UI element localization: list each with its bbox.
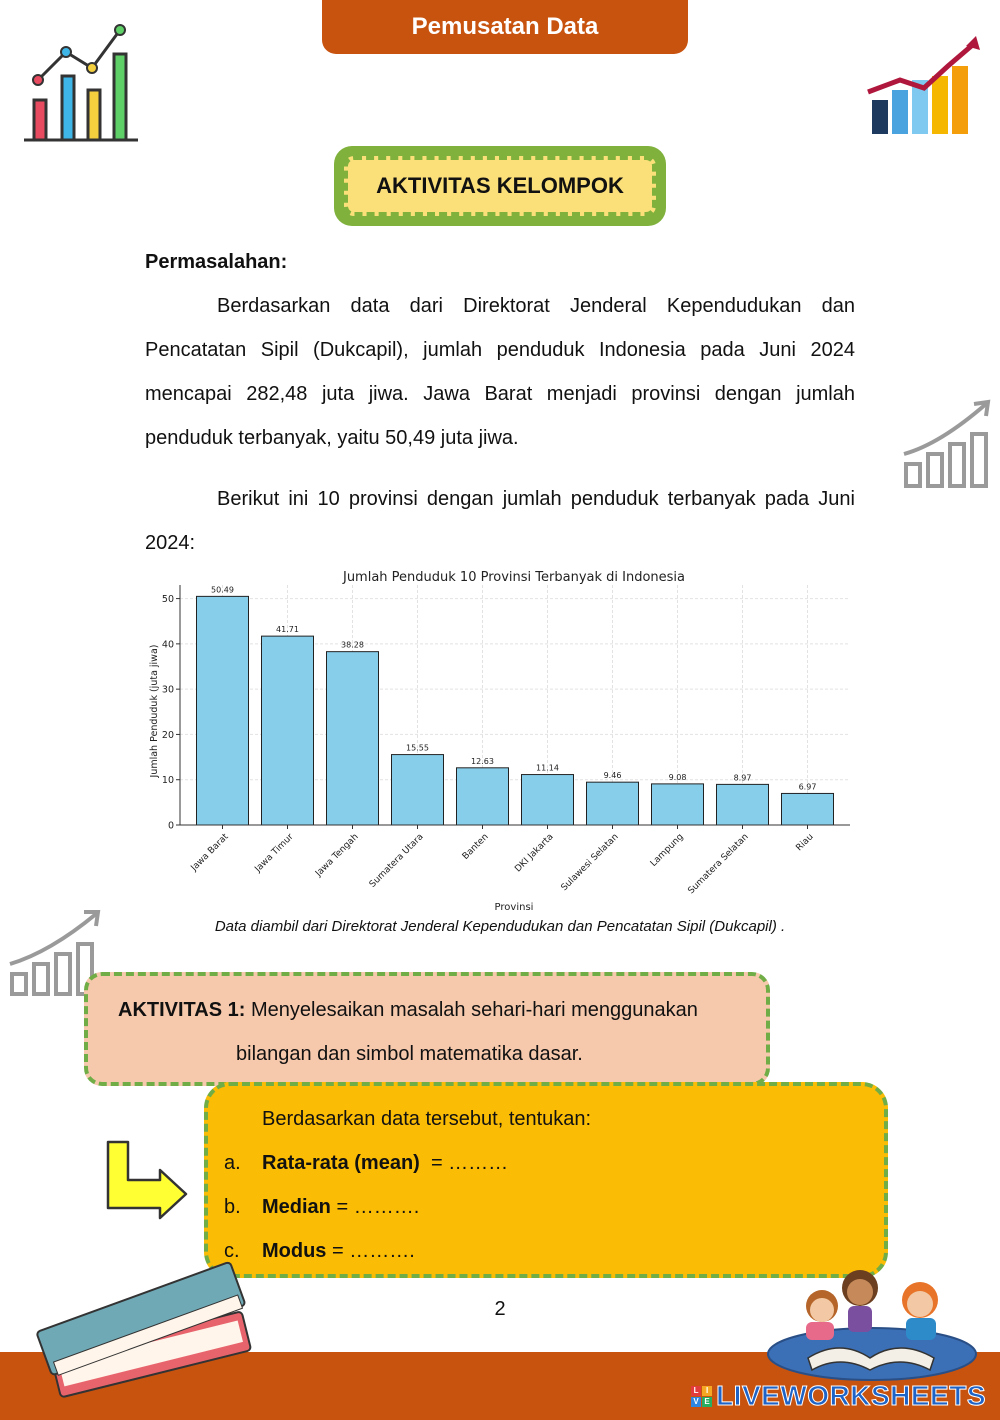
logo-letter: V xyxy=(691,1397,701,1407)
chart-x-tick-label: Banten xyxy=(460,832,491,862)
books-illustration xyxy=(24,1240,264,1400)
chart-value-label: 6.97 xyxy=(798,782,817,792)
activity-1-box xyxy=(84,972,770,1086)
task-item-term: Rata-rata (mean) xyxy=(262,1152,420,1174)
chart-y-tick-label: 50 xyxy=(161,594,174,606)
growth-chart-icon xyxy=(20,24,142,146)
chart-bar xyxy=(457,768,509,825)
activity-1-line-1 xyxy=(118,988,698,1032)
chart-value-label: 8.97 xyxy=(733,773,752,783)
chart-value-label: 38.28 xyxy=(341,640,364,650)
task-item-marker: a. xyxy=(224,1152,241,1174)
chart-x-tick-label: Jawa Barat xyxy=(189,832,231,874)
chart-bar xyxy=(782,793,834,825)
liveworksheets-brand xyxy=(691,1380,986,1412)
chart-source-caption: Data diambil dari Direktorat Jenderal Kependudukan dan Pencatatan Sipil (Dukcapil) . xyxy=(214,918,786,935)
chart-value-label: 12.63 xyxy=(471,756,494,766)
chart-y-tick-label: 40 xyxy=(161,639,174,651)
chart-x-tick-label: Jawa Timur xyxy=(253,832,296,875)
chart-bar xyxy=(652,784,704,825)
chart-x-tick-label: Sulawesi Selatan xyxy=(559,832,621,894)
chart-bar xyxy=(392,755,444,825)
chart-x-tick-label: Sumatera Selatan xyxy=(686,832,751,897)
chart-y-axis-label: Jumlah Penduduk (juta jiwa) xyxy=(149,644,160,778)
liveworksheets-logo xyxy=(691,1386,712,1407)
activity-1-text-2: bilangan dan simbol matematika dasar. xyxy=(236,1043,583,1065)
chart-value-label: 9.46 xyxy=(603,771,622,781)
task-intro: Berdasarkan data tersebut, tentukan: xyxy=(262,1108,592,1130)
problem-paragraph-1: Berdasarkan data dari Direktorat Jenderal Kependudukan dan Pencatatan Sipil (Dukcapil), jumlah penduduk Indonesia pada Juni 2024 mencapai 282,48 juta jiwa. Jawa Barat menjadi provinsi dengan jumlah penduduk terbanyak, yaitu 50,49 juta jiwa. xyxy=(145,295,855,449)
chart-x-tick-label: Riau xyxy=(794,832,816,854)
kids-reading-illustration xyxy=(760,1250,980,1386)
task-item-answer-blank[interactable]: = ………. xyxy=(330,1196,420,1218)
liveworksheets-wordmark: LIVEWORKSHEETS xyxy=(716,1380,986,1411)
chart-bar xyxy=(262,636,314,825)
chart-y-tick-label: 10 xyxy=(161,775,174,787)
logo-letter: L xyxy=(691,1386,701,1396)
logo-letter: I xyxy=(702,1386,712,1396)
arrow-right-icon xyxy=(104,1140,190,1220)
population-bar-chart xyxy=(140,560,860,916)
task-item-median xyxy=(224,1196,419,1219)
chart-value-label: 9.08 xyxy=(668,772,687,782)
task-item-marker: b. xyxy=(224,1196,241,1218)
chart-value-label: 41.71 xyxy=(276,625,299,635)
page-number: 2 xyxy=(494,1298,506,1320)
activity-1-label: AKTIVITAS 1: xyxy=(118,999,246,1021)
chart-x-axis-label: Provinsi xyxy=(494,902,534,913)
chart-bar xyxy=(717,784,769,825)
chart-bar xyxy=(327,652,379,825)
task-item-answer-blank[interactable]: = ……… xyxy=(419,1152,509,1174)
task-box xyxy=(204,1082,888,1278)
chart-title: Jumlah Penduduk 10 Provinsi Terbanyak di Indonesia xyxy=(342,570,686,585)
trend-bars-icon xyxy=(866,36,982,136)
chart-x-tick-label: Sumatera Utara xyxy=(367,832,426,890)
task-item-mean xyxy=(224,1152,508,1175)
chart-x-tick-label: Jawa Tengah xyxy=(313,832,361,879)
chart-y-tick-label: 20 xyxy=(161,729,174,741)
chart-x-tick-label: Lampung xyxy=(648,832,686,869)
task-item-term: Modus xyxy=(262,1240,327,1262)
growth-outline-icon xyxy=(900,398,996,490)
page-header-tab xyxy=(322,0,688,54)
chart-value-label: 11.14 xyxy=(536,763,559,773)
page-header-title: Pemusatan Data xyxy=(411,13,599,40)
activity-group-badge xyxy=(334,146,666,226)
task-item-term: Median xyxy=(262,1196,331,1218)
chart-x-tick-label: DKI Jakarta xyxy=(513,832,556,875)
chart-bar xyxy=(522,775,574,825)
chart-y-tick-label: 0 xyxy=(167,820,174,832)
chart-bar xyxy=(197,596,249,825)
task-item-marker: c. xyxy=(224,1240,240,1262)
problem-heading: Permasalahan: xyxy=(145,251,288,273)
chart-bars xyxy=(197,585,834,825)
activity-1-text-1: Menyelesaikan masalah sehari-hari menggunakan xyxy=(250,999,698,1021)
chart-value-label: 15.55 xyxy=(406,743,429,753)
logo-letter: E xyxy=(702,1397,712,1407)
task-item-answer-blank[interactable]: = ………. xyxy=(326,1240,415,1262)
activity-group-badge-label: AKTIVITAS KELOMPOK xyxy=(344,156,656,216)
chart-y-tick-label: 30 xyxy=(161,684,174,696)
problem-paragraph-2: Berikut ini 10 provinsi dengan jumlah penduduk terbanyak pada Juni 2024: xyxy=(145,488,855,554)
chart-value-label: 50.49 xyxy=(211,585,234,595)
chart-bar xyxy=(587,782,639,825)
